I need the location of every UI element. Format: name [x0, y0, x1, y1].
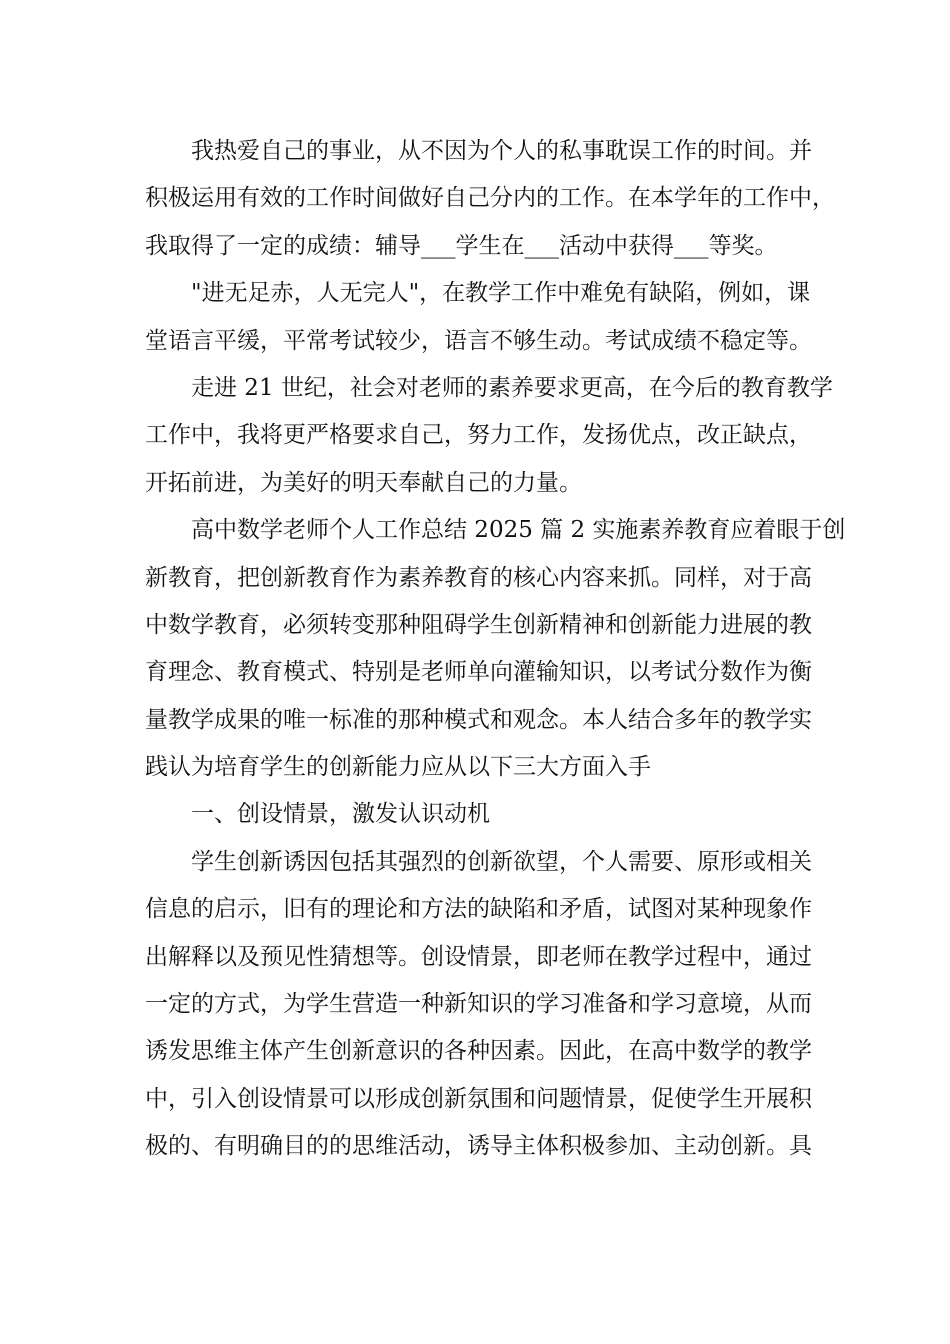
text-line: 学生创新诱因包括其强烈的创新欲望，个人需要、原形或相关	[191, 848, 812, 875]
text-line: 践认为培育学生的创新能力应从以下三大方面入手	[145, 754, 651, 781]
text-line: 新教育，把创新教育作为素养教育的核心内容来抓。同样，对于高	[145, 564, 812, 591]
text-line: 高中数学老师个人工作总结 2025 篇 2 实施素养教育应着眼于创	[191, 517, 846, 544]
text-line: 我取得了一定的成绩：辅导___学生在___活动中获得___等奖。	[145, 232, 778, 259]
text-line: 诱发思维主体产生创新意识的各种因素。因此，在高中数学的教学	[145, 1038, 812, 1065]
text-line: 走进 21 世纪，社会对老师的素养要求更高，在今后的教育教学	[191, 374, 833, 401]
text-line: 出解释以及预见性猜想等。创设情景，即老师在教学过程中，通过	[145, 943, 812, 970]
text-line: 我热爱自己的事业，从不因为个人的私事耽误工作的时间。并	[191, 138, 812, 164]
text-line: "进无足赤，人无完人"，在教学工作中难免有缺陷，例如，课	[191, 280, 811, 307]
text-line: 工作中，我将更严格要求自己，努力工作，发扬优点，改正缺点，	[145, 422, 812, 449]
text-line: 堂语言平缓，平常考试较少，语言不够生动。考试成绩不稳定等。	[145, 327, 812, 354]
text-line: 中，引入创设情景可以形成创新氛围和问题情景，促使学生开展积	[145, 1085, 812, 1112]
text-line: 积极运用有效的工作时间做好自己分内的工作。在本学年的工作中，	[145, 185, 835, 212]
text-line: 育理念、教育模式、特别是老师单向灌输知识，以考试分数作为衡	[145, 659, 812, 686]
paragraph-future-plans	[145, 365, 833, 507]
section-heading	[145, 791, 813, 838]
text-line: 开拓前进，为美好的明天奉献自己的力量。	[145, 469, 582, 496]
paragraph-shortcomings	[145, 270, 813, 365]
text-line: 中数学教育，必须转变那种阻碍学生创新精神和创新能力进展的教	[145, 611, 812, 638]
document-body	[145, 128, 846, 1171]
text-line: 信息的启示，旧有的理论和方法的缺陷和矛盾，试图对某种现象作	[145, 896, 812, 923]
paragraph-create-scenarios	[145, 839, 813, 1171]
paragraph-innovation-education	[145, 507, 846, 791]
text-line: 极的、有明确目的的思维活动，诱导主体积极参加、主动创新。具	[145, 1133, 812, 1160]
section-heading-text: 一、创设情景，激发认识动机	[191, 801, 490, 828]
paragraph-work-attitude	[145, 128, 835, 270]
text-line: 一定的方式，为学生营造一种新知识的学习准备和学习意境，从而	[145, 991, 812, 1018]
text-line: 量教学成果的唯一标准的那种模式和观念。本人结合多年的教学实	[145, 706, 812, 733]
